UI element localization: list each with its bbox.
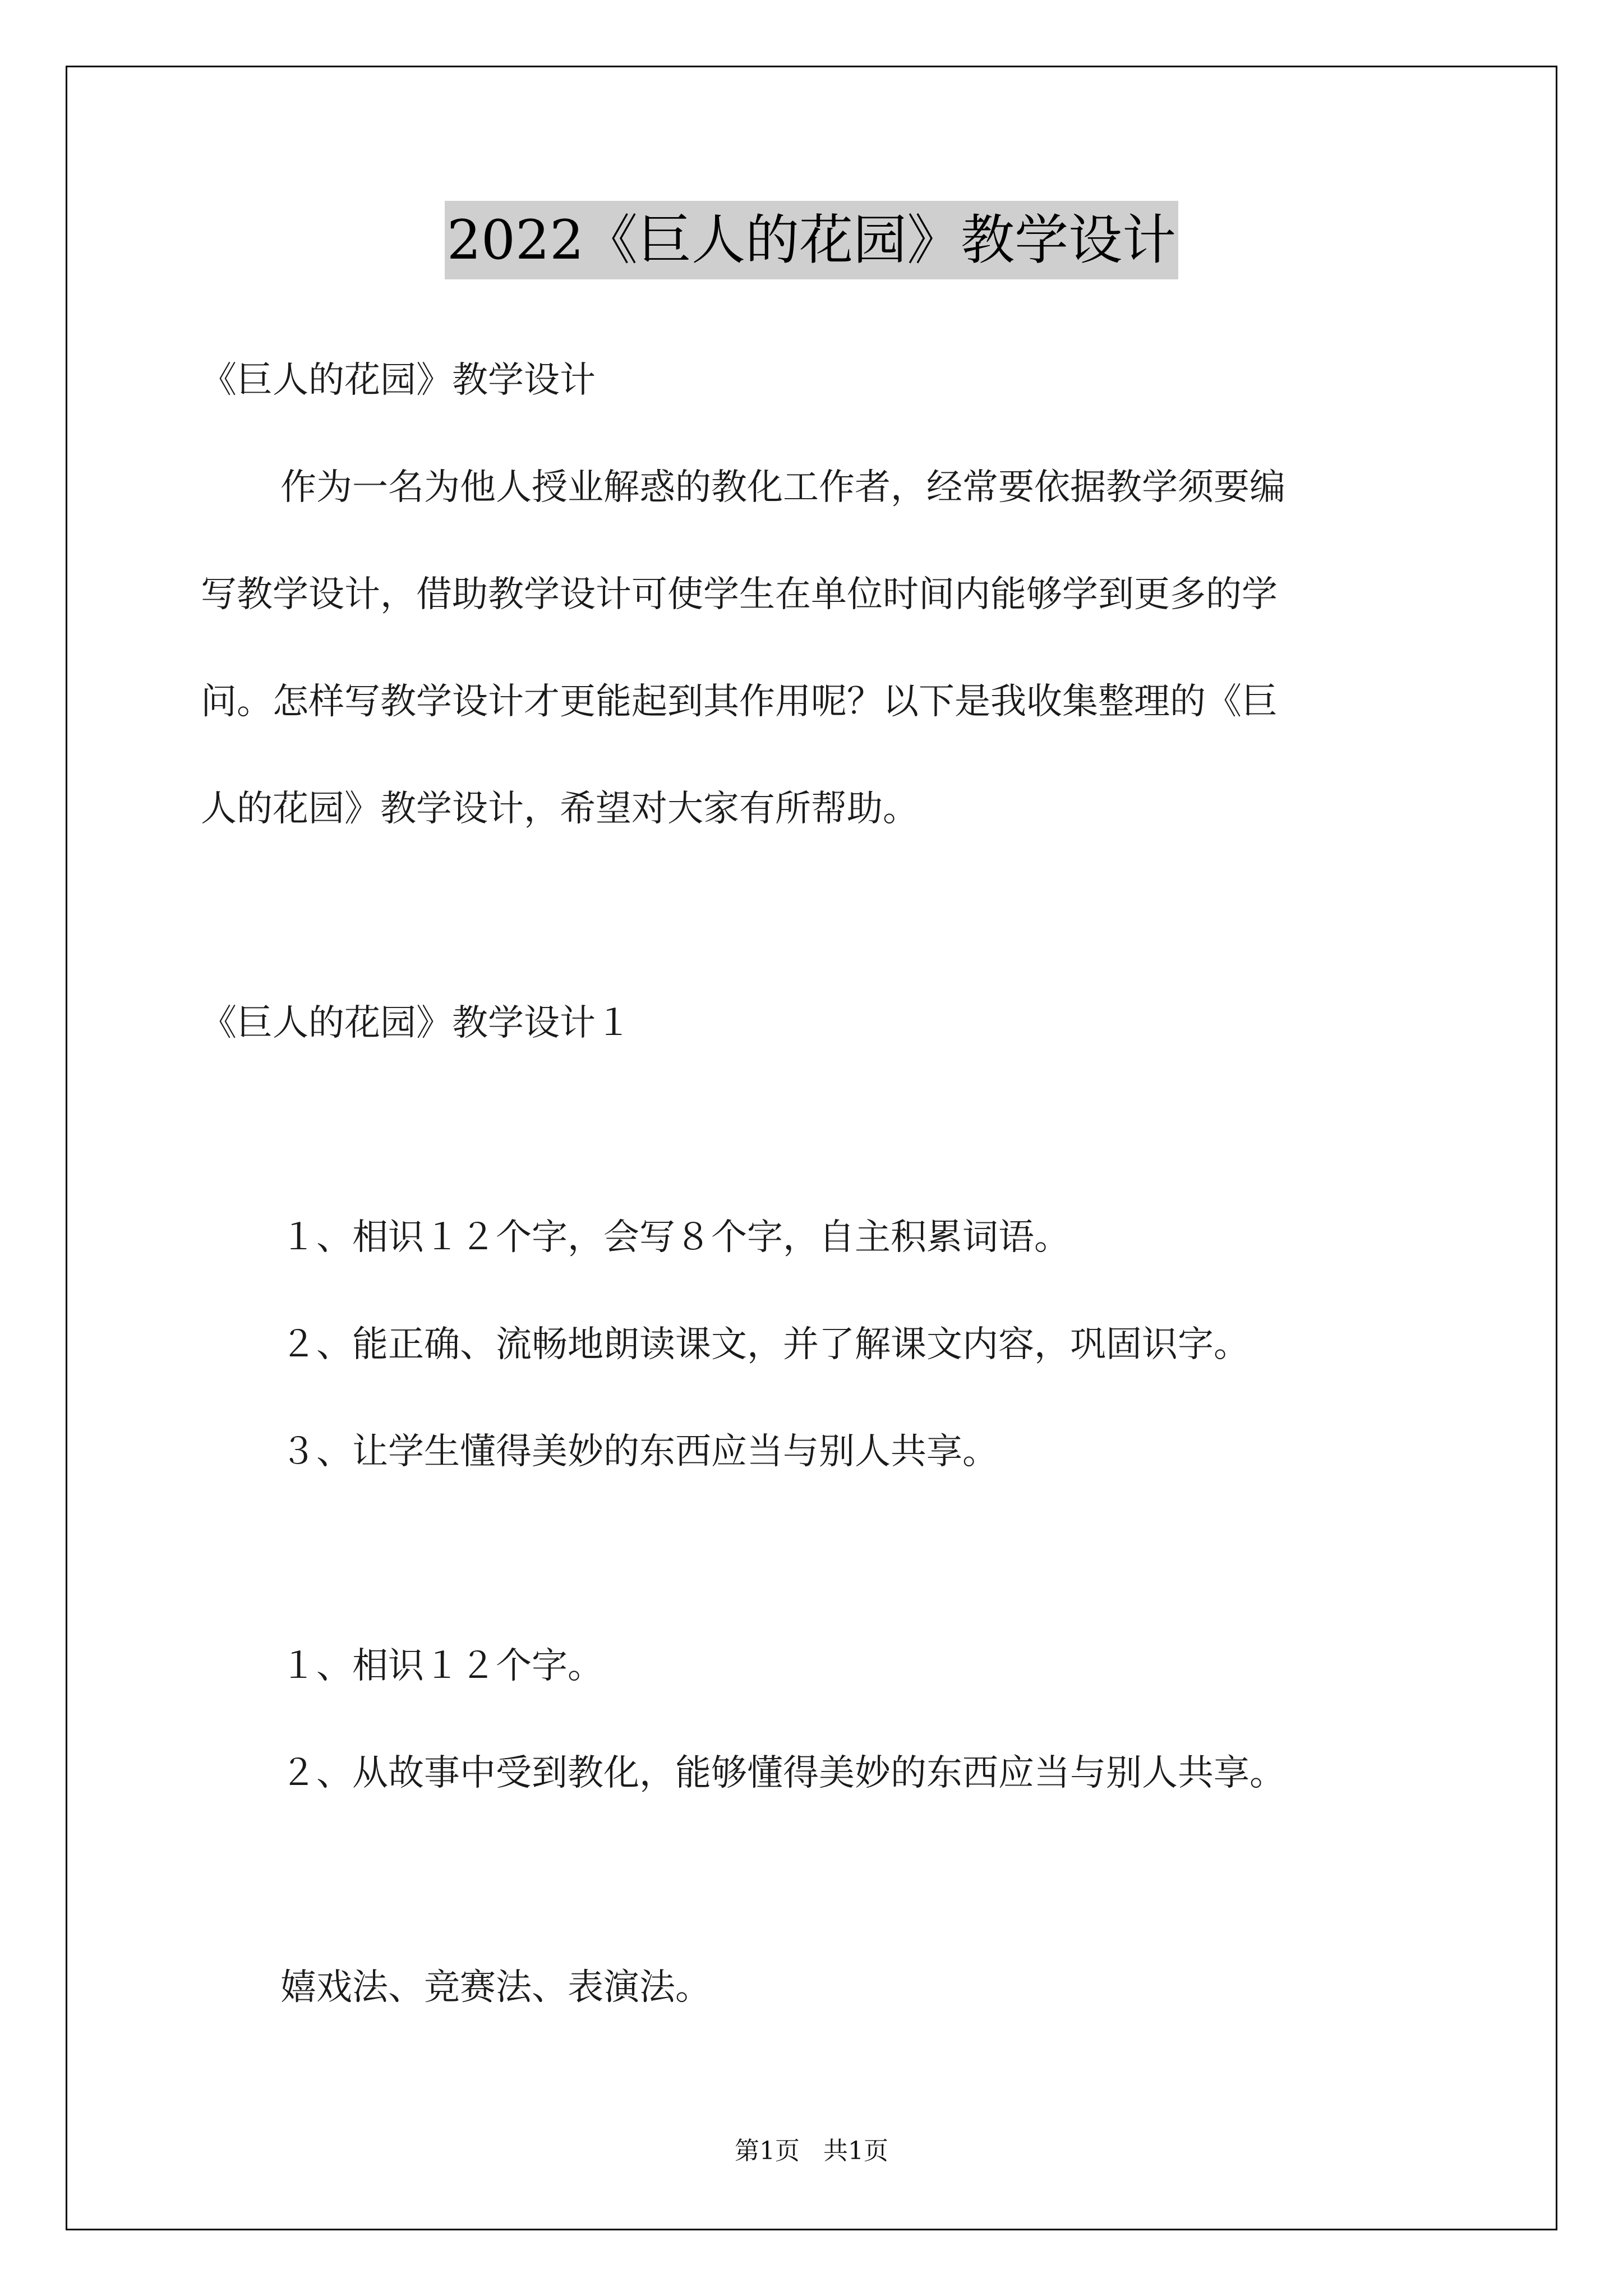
key-point-2: ２、从故事中受到教化，能够懂得美妙的东西应当与别人共享。 xyxy=(280,1752,1285,1794)
document-title: 2022《巨人的花园》教学设计 xyxy=(445,201,1178,279)
section-heading-1: 《巨人的花园》教学设计１ xyxy=(201,1002,631,1044)
key-point-1: １、相识１２个字。 xyxy=(280,1645,603,1687)
intro-line-1: 作为一名为他人授业解惑的教化工作者，经常要依据教学须要编 xyxy=(280,467,1285,508)
title-container xyxy=(0,201,1623,279)
methods-text: 嬉戏法、竞赛法、表演法。 xyxy=(280,1967,711,2008)
goal-item-2: ２、能正确、流畅地朗读课文，并了解课文内容，巩固识字。 xyxy=(280,1324,1249,1365)
intro-line-4: 人的花园》教学设计，希望对大家有所帮助。 xyxy=(201,788,919,830)
intro-line-2: 写教学设计，借助教学设计可使学生在单位时间内能够学到更多的学 xyxy=(201,574,1278,615)
intro-line-3: 问。怎样写教学设计才更能起到其作用呢？以下是我收集整理的《巨 xyxy=(201,681,1278,723)
document-subtitle: 《巨人的花园》教学设计 xyxy=(201,360,596,401)
goal-item-1: １、相识１２个字，会写８个字，自主积累词语。 xyxy=(280,1217,1070,1258)
page-footer: 第1页 共1页 xyxy=(735,2137,888,2165)
goal-item-3: ３、让学生懂得美妙的东西应当与别人共享。 xyxy=(280,1431,998,1473)
